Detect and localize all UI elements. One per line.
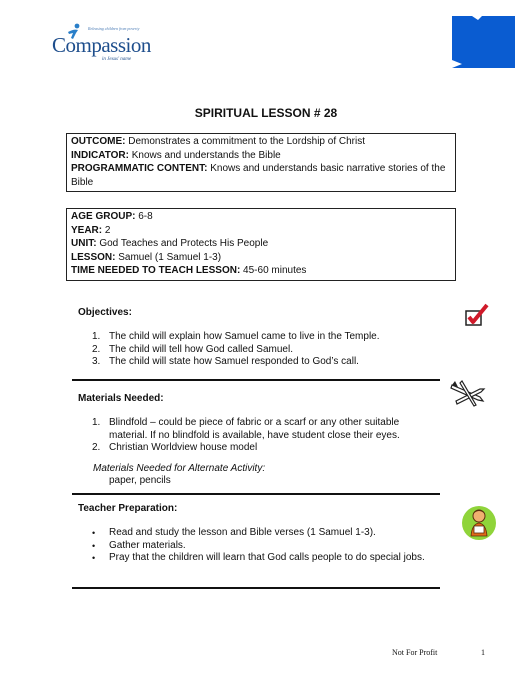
preparation-text: Read and study the lesson and Bible verses (1 Samuel 1-3). bbox=[109, 527, 376, 538]
pencils-icon bbox=[450, 379, 488, 412]
alternate-materials-text: paper, pencils bbox=[109, 475, 171, 486]
outcome-label: OUTCOME: bbox=[71, 136, 126, 147]
preparation-item bbox=[92, 527, 432, 540]
bullet: • bbox=[92, 540, 96, 551]
content-text: Knows and understands basic narrative stories of the Bible bbox=[71, 163, 446, 188]
outcome-text: Demonstrates a commitment to the Lordship of Christ bbox=[125, 136, 365, 147]
year-text: 2 bbox=[102, 224, 111, 236]
section-divider bbox=[72, 379, 440, 381]
page-number: 1 bbox=[481, 648, 485, 657]
objective-item bbox=[92, 331, 432, 344]
material-item bbox=[92, 417, 432, 442]
logo-wordmark: Compassion bbox=[52, 33, 151, 57]
objective-text: The child will tell how God called Samuel. bbox=[109, 343, 293, 355]
unit-text: God Teaches and Protects His People bbox=[96, 238, 269, 249]
unit-label: UNIT: bbox=[71, 238, 97, 249]
indicator-line bbox=[71, 149, 451, 163]
list-number: 1. bbox=[92, 331, 101, 342]
content-line bbox=[71, 162, 451, 189]
material-text: Blindfold – could be piece of fabric or a scarf or any other suitable material. If no blindfold is available, have student close their eyes. bbox=[109, 417, 400, 441]
preparation-text: Pray that the children will learn that God calls people to do special jobs. bbox=[109, 552, 425, 563]
blue-square-graphic bbox=[452, 16, 515, 68]
logo-subtitle: in Jesus' name bbox=[102, 57, 132, 62]
age-label: AGE GROUP: bbox=[71, 211, 136, 222]
checkbox-check-icon bbox=[464, 303, 490, 332]
lesson-info-box bbox=[66, 208, 456, 281]
preparation-heading: Teacher Preparation: bbox=[78, 503, 178, 514]
materials-heading: Materials Needed: bbox=[78, 393, 164, 404]
time-label: TIME NEEDED TO TEACH LESSON: bbox=[71, 265, 241, 276]
objectives-heading: Objectives: bbox=[78, 307, 132, 318]
list-number: 2. bbox=[92, 343, 101, 355]
blue-square-shape bbox=[452, 16, 515, 68]
content-label: PROGRAMMATIC CONTENT: bbox=[71, 163, 208, 174]
preparation-item bbox=[92, 552, 432, 565]
bullet: • bbox=[92, 553, 96, 563]
lesson-label: LESSON: bbox=[71, 251, 116, 263]
objective-text: The child will state how Samuel responded to God’s call. bbox=[109, 356, 359, 367]
materials-list bbox=[92, 417, 432, 455]
list-number: 3. bbox=[92, 356, 101, 367]
year-label: YEAR: bbox=[71, 224, 103, 236]
material-text: Christian Worldview house model bbox=[109, 442, 258, 453]
list-number: 1. bbox=[92, 417, 101, 428]
outcome-box bbox=[66, 133, 456, 192]
lesson-text: Samuel (1 Samuel 1-3) bbox=[115, 251, 222, 263]
preparation-list bbox=[92, 527, 432, 565]
material-item bbox=[92, 442, 432, 455]
unit-line bbox=[71, 237, 451, 251]
age-line bbox=[71, 210, 451, 224]
objective-item bbox=[92, 356, 432, 369]
indicator-text: Knows and understands the Bible bbox=[128, 149, 281, 161]
section-divider bbox=[72, 587, 440, 589]
logo-tagline: Releasing children from poverty bbox=[88, 26, 140, 31]
list-number: 2. bbox=[92, 442, 101, 453]
outcome-line bbox=[71, 135, 451, 149]
time-text: 45-60 minutes bbox=[240, 265, 307, 276]
indicator-label: INDICATOR: bbox=[71, 149, 129, 161]
objectives-list bbox=[92, 331, 432, 369]
lesson-line bbox=[71, 251, 451, 265]
section-divider bbox=[72, 493, 440, 495]
objective-text: The child will explain how Samuel came to live in the Temple. bbox=[109, 331, 380, 342]
compassion-logo bbox=[50, 24, 165, 70]
preparation-text: Gather materials. bbox=[109, 539, 186, 551]
child-reading-icon bbox=[460, 502, 500, 547]
age-text: 6-8 bbox=[135, 211, 153, 222]
objective-item bbox=[92, 344, 432, 357]
footer-not-for-profit: Not For Profit bbox=[392, 648, 438, 657]
bullet: • bbox=[92, 528, 96, 538]
lesson-title: SPIRITUAL LESSON # 28 bbox=[194, 106, 338, 120]
preparation-item bbox=[92, 540, 432, 553]
alternate-materials-heading: Materials Needed for Alternate Activity: bbox=[93, 463, 266, 474]
time-line bbox=[71, 264, 451, 278]
year-line bbox=[71, 224, 451, 238]
